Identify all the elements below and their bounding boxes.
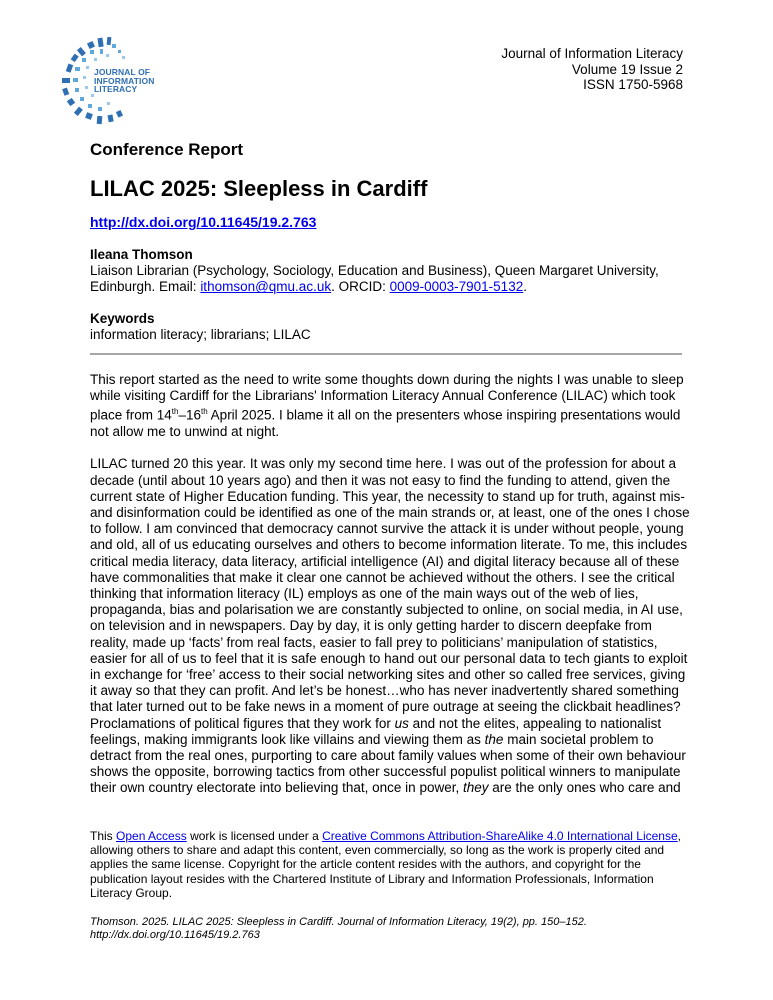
orcid-link[interactable]: 0009-0003-7901-5132 bbox=[389, 279, 524, 295]
orcid-label: . ORCID: bbox=[331, 279, 390, 295]
text-run: This bbox=[90, 829, 117, 843]
author-block bbox=[90, 247, 690, 296]
text-run: –16 bbox=[178, 407, 201, 423]
text-run: , allowing others to share and adapt this content, even commercially, so long as the work is properly cited and applies the same license. Copyright for the article content resides with the authors, and copyright for the publication layout resides with the Chartered Institute of Library and Information Professionals, Information Literacy Group. bbox=[90, 829, 682, 900]
article-body bbox=[90, 372, 690, 813]
journal-volume: Volume 19 Issue 2 bbox=[571, 61, 683, 77]
article-title: LILAC 2025: Sleepless in Cardiff bbox=[90, 176, 428, 201]
affiliation-text: Liaison Librarian (Psychology, Sociology, Education and Business), Queen Margaret University, Edinburgh. Email: bbox=[90, 263, 659, 295]
journal-issn: ISSN 1750-5968 bbox=[583, 77, 683, 92]
superscript: th bbox=[201, 407, 208, 417]
body-paragraph-2 bbox=[90, 456, 690, 796]
citation-doi: http://dx.doi.org/10.11645/19.2.763 bbox=[90, 929, 260, 941]
emphasis: us bbox=[394, 715, 409, 731]
divider bbox=[90, 353, 682, 355]
section-label: Conference Report bbox=[90, 140, 244, 159]
logo-line: JOURNAL OF bbox=[94, 67, 151, 77]
doi-link[interactable]: http://dx.doi.org/10.11645/19.2.763 bbox=[90, 214, 317, 230]
license-notice bbox=[90, 829, 690, 900]
cc-license-link[interactable]: Creative Commons Attribution-ShareAlike 4.0 International License bbox=[322, 829, 678, 843]
keywords-heading: Keywords bbox=[90, 311, 155, 326]
affiliation-end: . bbox=[523, 279, 527, 295]
text-run: work is licensed under a bbox=[186, 829, 323, 843]
text-run: and not the elites, appealing to nationalist feelings, making immigrants look like villains and viewing them as bbox=[90, 715, 662, 747]
journal-name: Journal of Information Literacy bbox=[501, 46, 683, 61]
text-run: LILAC turned 20 this year. It was only my second time here. I was out of the profession for about a decade (until about 10 years ago) and then it was not easy to find the funding to attend, given the current state of Higher Education funding. This year, the necessity to stand up for truth, against mis- and disinformation could be identified as one of the main strands or, at least, one of the ones I chose to follow. I am convinced that democracy cannot survive the attack it is under without people, young and old, all of us educating ourselves and others to become information literate. To me, this includes critical media literacy, data literacy, artificial intelligence (AI) and digital literacy because all of these have commonalities that make it clear one cannot be achieved without the others. I see the critical thinking that information literacy (IL) employs as one of the main ways out of the web of lies, propaganda, bias and polarisation we are constantly subjected to online, on social media, in AI use, on television and in newspapers. Day by day, it is only getting harder to discern deepfake from reality, made up ‘facts’ from real facts, easier to fall prey to politicians’ manipulation of statistics, easier for all of us to feel that it is safe enough to hand out our personal data to tech giants to exploit in exchange for ‘free’ access to their social networking sites and other so called free services, giving it away so that they can profit. And let’s be honest…who has never inadvertently shared something that later turned out to be fake news in a moment of pure outrage at seeing the clickbait headlines? Proclamations of political figures that they work for bbox=[90, 456, 690, 731]
author-affiliation bbox=[90, 263, 690, 295]
text-run: This report started as the need to write some thoughts down during the nights I was unable to sleep while visiting Cardiff for the Librarians' Information Literacy Annual Conference (LILAC) which took place from 14 bbox=[90, 372, 684, 423]
emphasis: the bbox=[484, 731, 504, 747]
citation-line: Thomson. 2025. LILAC 2025: Sleepless in Cardiff. Journal of Information Literacy, 19(2), pp. 150–152. bbox=[90, 916, 587, 928]
emphasis: they bbox=[462, 780, 489, 796]
logo-line: LITERACY bbox=[94, 84, 138, 94]
body-paragraph-1 bbox=[90, 372, 690, 440]
author-name: Ileana Thomson bbox=[90, 247, 193, 262]
logo-wordmark bbox=[94, 68, 154, 94]
keywords-block bbox=[90, 311, 311, 343]
keywords-list: information literacy; librarians; LILAC bbox=[90, 327, 311, 343]
text-run: main societal problem to detract from the real ones, purporting to care about family values when some of their own behaviour shows the opposite, borrowing tactics from other successful populist political winners to manipulate their own country electorate into believing that, once in power, bbox=[90, 731, 686, 796]
open-access-link[interactable]: Open Access bbox=[116, 829, 187, 843]
text-run: April 2025. I blame it all on the presenters whose inspiring presentations would not allow me to unwind at night. bbox=[90, 407, 681, 440]
superscript: th bbox=[171, 407, 179, 417]
journal-metadata bbox=[501, 46, 683, 93]
author-email-link[interactable]: ithomson@qmu.ac.uk bbox=[200, 279, 332, 295]
text-run: are the only ones who care and bbox=[488, 780, 681, 796]
logo-line: INFORMATION bbox=[94, 75, 155, 86]
citation-footer bbox=[90, 916, 690, 942]
